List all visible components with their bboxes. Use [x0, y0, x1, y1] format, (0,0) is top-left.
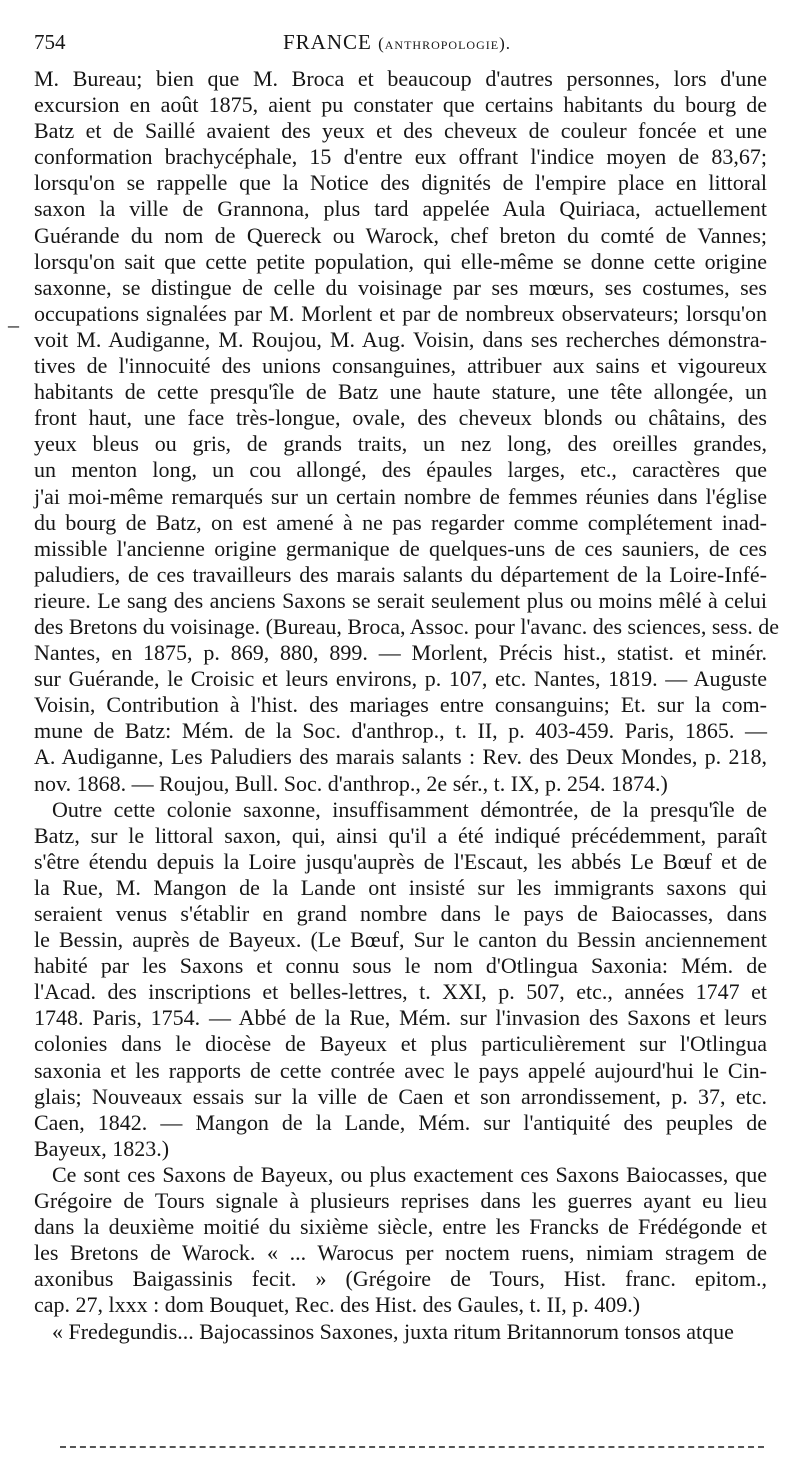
text-line: 1748. Paris, 1754. — Abbé de la Rue, Mém. sur l'invasion des Saxons et leurs — [34, 1005, 767, 1031]
text-line: Voisin, Contribution à l'hist. des mariages entre consanguins; Et. sur la com- — [34, 692, 767, 718]
text-line: Caen, 1842. — Mangon de la Lande, Mém. sur l'antiquité des peuples de — [34, 1109, 767, 1135]
text-line: Ce sont ces Saxons de Bayeux, ou plus exactement ces Saxons Baiocasses, que — [52, 1161, 767, 1187]
text-line: Bayeux, 1823.) — [34, 1135, 170, 1161]
text-line: Guérande du nom de Quereck ou Warock, chef breton du comté de Vannes; — [34, 222, 767, 248]
paragraph — [34, 1319, 767, 1345]
text-line: conformation brachycéphale, 15 d'entre eux offrant l'indice moyen de 83,67; — [34, 144, 767, 170]
text-line: colonies dans le diocèse de Bayeux et plus particulièrement sur l'Otlingua — [34, 1031, 767, 1057]
text-line: lorsqu'on sait que cette petite population, qui elle-même se donne cette origine — [34, 248, 767, 274]
page-number: 754 — [34, 30, 66, 54]
text-line: lorsqu'on se rappelle que la Notice des dignités de l'empire place en littoral — [34, 170, 767, 196]
text-line: j'ai moi-même remarqués sur un certain nombre de femmes réunies dans l'église — [34, 483, 767, 509]
text-line: « Fredegundis... Bajocassinos Saxones, juxta ritum Britannorum tonsos atque — [52, 1318, 734, 1344]
text-line: seraient venus s'établir en grand nombre dans le pays de Baiocasses, dans — [34, 901, 767, 926]
text-line: Outre cette colonie saxonne, insuffisamment démontrée, de la presqu'île de — [52, 796, 767, 822]
text-line: habitants de cette presqu'île de Batz une haute stature, une tête allongée, un — [34, 379, 767, 405]
text-line: M. Bureau; bien que M. Broca et beaucoup d'autres personnes, lors d'une — [34, 66, 767, 91]
text-line: les Bretons de Warock. « ... Warocus per noctem ruens, nimiam stragem de — [34, 1240, 767, 1266]
text-line: mune de Batz: Mém. de la Soc. d'anthrop., t. II, p. 403-459. Paris, 1865. — — [34, 718, 767, 744]
text-line: missible l'ancienne origine germanique de quelques-uns de ces sauniers, de ces — [34, 535, 767, 561]
body-text — [34, 66, 780, 1345]
text-line: habité par les Saxons et connu sous le nom d'Otlingua Saxonia: Mém. de — [34, 953, 767, 979]
text-line: Grégoire de Tours signale à plusieurs reprises dans les guerres ayant eu lieu — [34, 1188, 767, 1214]
text-line: yeux bleus ou gris, de grands traits, un nez long, des oreilles grandes, — [34, 431, 767, 457]
text-line: A. Audiganne, Les Paludiers des marais salants : Rev. des Deux Mondes, p. 218, — [34, 744, 767, 770]
margin-mark: – — [8, 312, 19, 337]
text-line: glais; Nouveaux essais sur la ville de Caen et son arrondissement, p. 37, etc. — [34, 1083, 767, 1109]
text-line: des Bretons du voisinage. (Bureau, Broca, Assoc. pour l'avanc. des sciences, sess. de — [34, 613, 780, 639]
text-line: saxonia et les rapports de cette contrée avec le pays appelé aujourd'hui le Cin- — [34, 1057, 767, 1083]
text-line: la Rue, M. Mangon de la Lande ont insisté sur les immigrants saxons qui — [34, 874, 767, 900]
text-line: nov. 1868. — Roujou, Bull. Soc. d'anthrop., 2e sér., t. IX, p. 254. 1874.) — [34, 770, 668, 796]
text-line: s'être étendu depuis la Loire jusqu'auprès de l'Escaut, les abbés Le Bœuf et de — [34, 848, 767, 874]
text-line: excursion en août 1875, aient pu constater que certains habitants du bourg de — [34, 92, 767, 118]
paragraph — [34, 797, 767, 1162]
text-line: rieure. Le sang des anciens Saxons se serait seulement plus ou moins mêlé à celui — [34, 587, 767, 613]
footer-rule — [60, 1446, 764, 1448]
text-line: voit M. Audiganne, M. Roujou, M. Aug. Voisin, dans ses recherches démonstra- — [34, 326, 767, 352]
text-line: front haut, une face très-longue, ovale, des cheveux blonds ou châtains, des — [34, 405, 767, 431]
text-line: Batz et de Saillé avaient des yeux et des cheveux de couleur foncée et une — [34, 118, 767, 144]
text-line: axonibus Baigassinis fecit. » (Grégoire de Tours, Hist. franc. epitom., — [34, 1266, 767, 1292]
text-line: saxon la ville de Grannona, plus tard appelée Aula Quiriaca, actuellement — [34, 196, 767, 222]
text-line: Batz, sur le littoral saxon, qui, ainsi qu'il a été indiqué précédemment, paraît — [34, 822, 767, 848]
text-line: cap. 27, lxxx : dom Bouquet, Rec. des Hist. des Gaules, t. II, p. 409.) — [34, 1292, 641, 1318]
text-line: paludiers, de ces travailleurs des marais salants du département de la Loire-Infé- — [34, 561, 767, 587]
paragraph — [34, 1162, 767, 1319]
text-line: l'Acad. des inscriptions et belles-lettres, t. XXI, p. 507, etc., années 1747 et — [34, 979, 767, 1005]
text-line: sur Guérande, le Croisic et leurs environs, p. 107, etc. Nantes, 1819. — Auguste — [34, 666, 767, 692]
running-title-sub: (anthropologie). — [378, 34, 511, 53]
text-line: Nantes, en 1875, p. 869, 880, 899. — Morlent, Précis hist., statist. et minér. — [34, 640, 767, 666]
text-line: occupations signalées par M. Morlent et par de nombreux observateurs; lorsqu'on — [34, 300, 767, 326]
text-line: le Bessin, auprès de Bayeux. (Le Bœuf, Sur le canton du Bessin anciennement — [34, 927, 767, 953]
paragraph — [34, 66, 780, 797]
running-title-main: FRANCE — [282, 30, 372, 54]
text-line: tives de l'innocuité des unions consanguines, attribuer aux sains et vigoureux — [34, 353, 767, 379]
running-title — [34, 30, 760, 55]
text-line: dans la deuxième moitié du sixième siècle, entre les Francks de Frédégonde et — [34, 1214, 767, 1240]
page-header — [34, 26, 760, 62]
text-line: du bourg de Batz, on est amené à ne pas regarder comme complétement inad- — [34, 509, 767, 535]
text-line: saxonne, se distingue de celle du voisinage par ses mœurs, ses costumes, ses — [34, 274, 767, 300]
text-line: un menton long, un cou allongé, des épaules larges, etc., caractères que — [34, 457, 767, 483]
